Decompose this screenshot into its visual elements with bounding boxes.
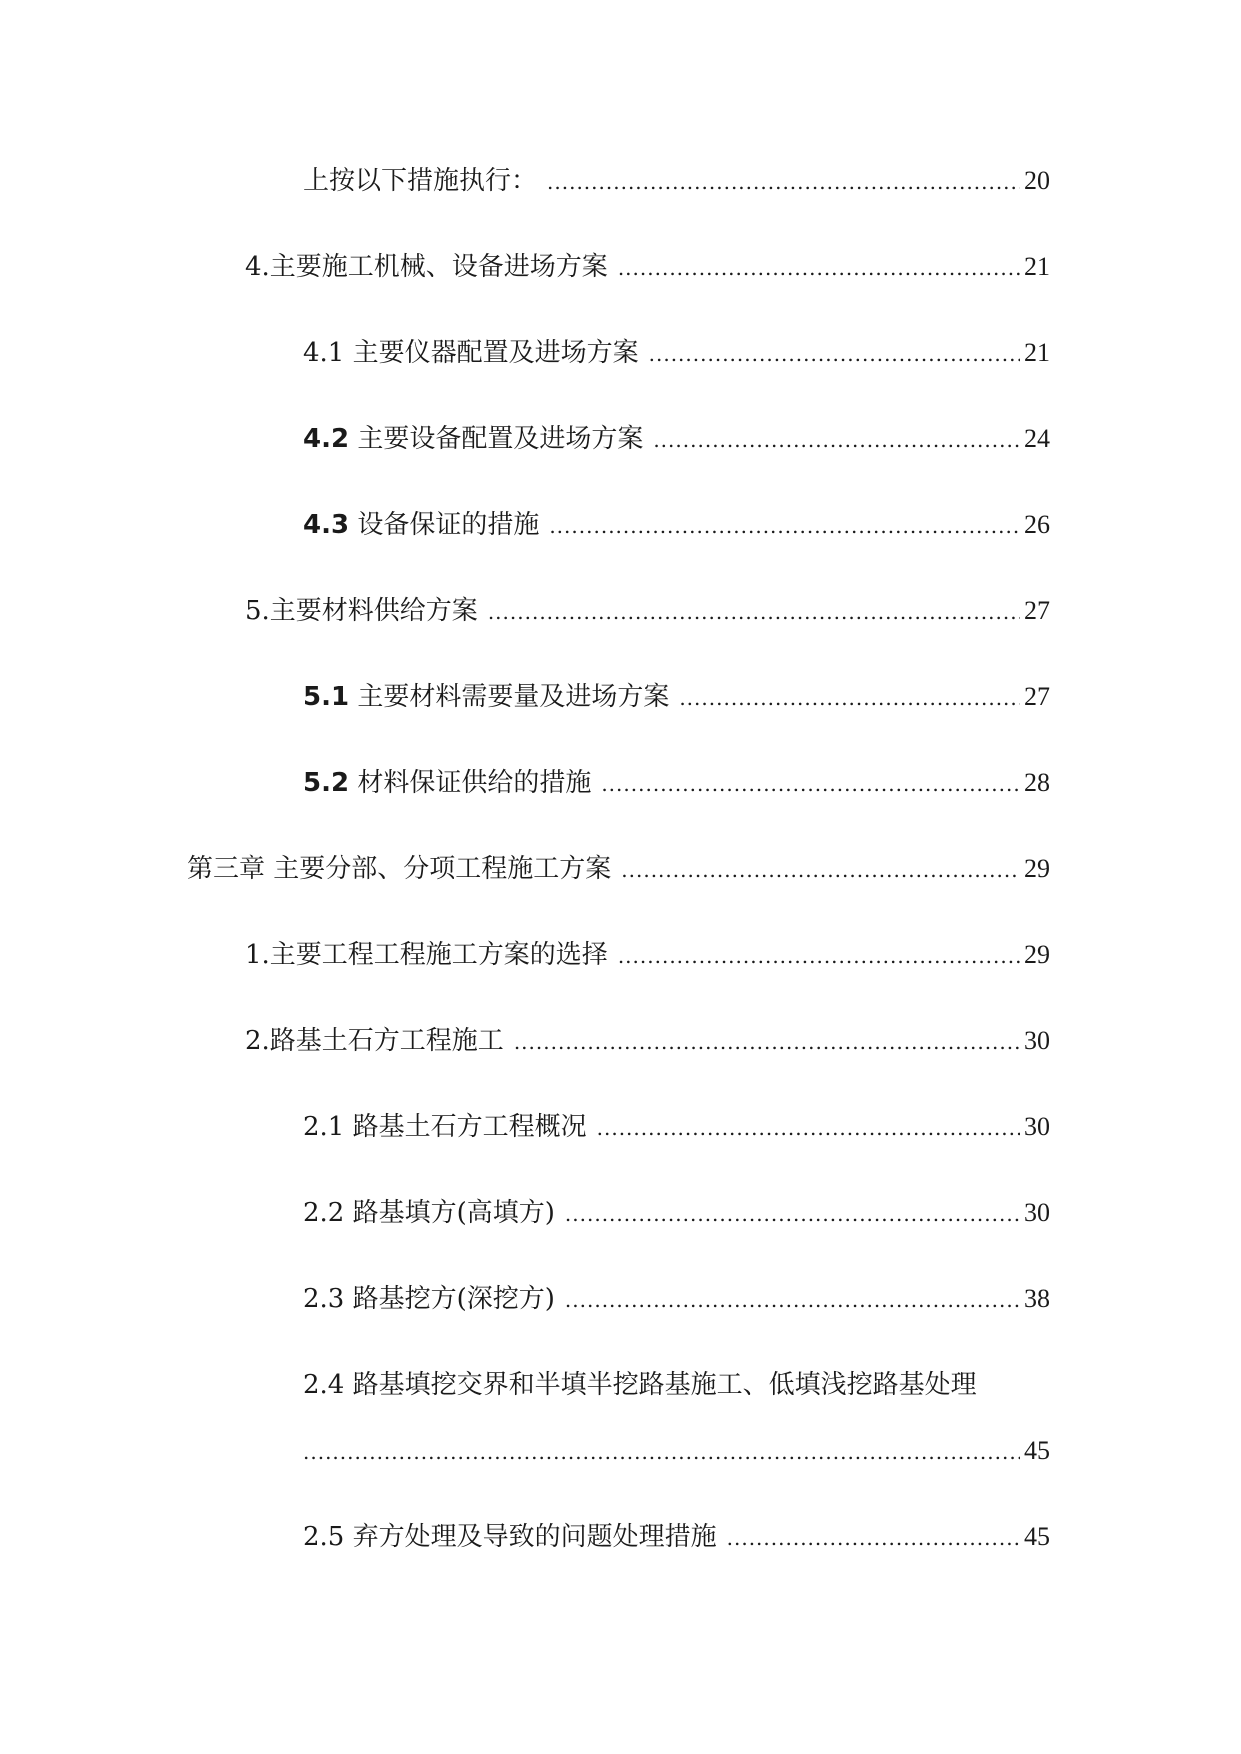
toc-leader: [597, 1111, 1020, 1145]
toc-entry[interactable]: [303, 164, 1050, 199]
toc-entry-label: 2.2 路基填方(高填方): [303, 1198, 555, 1228]
toc-entry[interactable]: [245, 594, 1050, 629]
toc-leader: [653, 423, 1020, 457]
toc-leader: [303, 1435, 1020, 1469]
toc-entry[interactable]: [245, 1024, 1050, 1059]
toc-page-number: 29: [1024, 854, 1050, 883]
toc-leader: [649, 337, 1020, 371]
toc-leader: [618, 939, 1020, 973]
toc-entry-label: 2.4 路基填挖交界和半填半挖路基施工、低填浅挖路基处理: [303, 1370, 977, 1400]
toc-entry-label: 2.1 路基土石方工程概况: [303, 1112, 587, 1142]
toc-leader: [488, 595, 1020, 629]
toc-entry-number: 5.2: [303, 768, 350, 798]
toc-page-number: 27: [1024, 682, 1050, 711]
toc-entry-label: 上按以下措施执行：: [303, 166, 538, 196]
toc-page-number: 21: [1024, 252, 1050, 281]
toc-leader: [679, 681, 1020, 715]
toc-page-number: 27: [1024, 596, 1050, 625]
toc-entry[interactable]: [303, 508, 1050, 543]
toc-entry[interactable]: [245, 250, 1050, 285]
toc-leader: [601, 767, 1020, 801]
toc-entry[interactable]: [303, 1282, 1050, 1317]
toc-entry-label: 1.主要工程工程施工方案的选择: [245, 940, 608, 970]
toc-entry-label: 主要设备配置及进场方案: [349, 424, 644, 454]
toc-page-number: 29: [1024, 940, 1050, 969]
toc-leader: [565, 1197, 1020, 1231]
toc-leader: [618, 251, 1020, 285]
toc-entry[interactable]: [303, 1368, 1050, 1402]
toc-entry-label: 2.3 路基挖方(深挖方): [303, 1284, 555, 1314]
toc-entry-label: 4.主要施工机械、设备进场方案: [245, 252, 608, 282]
toc-entry-label: 主要材料需要量及进场方案: [349, 682, 670, 712]
toc-entry-label: 2.路基土石方工程施工: [245, 1026, 504, 1056]
toc-entry[interactable]: [303, 1196, 1050, 1231]
toc-page-number: 30: [1024, 1112, 1050, 1141]
toc-page-number: 24: [1024, 424, 1050, 453]
toc-entry[interactable]: [303, 336, 1050, 371]
toc-leader: [549, 509, 1020, 543]
toc-entry[interactable]: [187, 852, 1050, 887]
toc-entry[interactable]: [303, 1520, 1050, 1555]
toc-entry[interactable]: [303, 766, 1050, 801]
toc-entry-label: 4.1 主要仪器配置及进场方案: [303, 338, 639, 368]
toc-leader: [621, 853, 1020, 887]
toc-entry[interactable]: [245, 938, 1050, 973]
toc-leader: [547, 165, 1020, 199]
toc-entry-label: 第三章 主要分部、分项工程施工方案: [187, 854, 612, 884]
toc-entry-number: 5.1: [303, 682, 350, 712]
toc-page-number: 30: [1024, 1026, 1050, 1055]
toc-page-number: 21: [1024, 338, 1050, 367]
toc-page-number: 26: [1024, 510, 1050, 539]
toc-entry[interactable]: [303, 1110, 1050, 1145]
toc-entry[interactable]: [303, 680, 1050, 715]
toc-leader: [514, 1025, 1020, 1059]
toc-entry-label: 材料保证供给的措施: [349, 768, 592, 798]
toc-entry-number: 4.2: [303, 424, 350, 454]
toc-page-number: 45: [1024, 1522, 1050, 1551]
toc-entry-label: 5.主要材料供给方案: [245, 596, 478, 626]
toc-page-number: 28: [1024, 768, 1050, 797]
toc-entry[interactable]: [303, 422, 1050, 457]
toc-leader: [565, 1283, 1020, 1317]
toc-entry-number: 4.3: [303, 510, 350, 540]
toc-entry-label: 2.5 弃方处理及导致的问题处理措施: [303, 1522, 717, 1552]
toc-page-number: 20: [1024, 166, 1050, 195]
toc-page-number: 45: [1024, 1436, 1050, 1465]
toc-leader: [727, 1521, 1020, 1555]
toc-page-number: 38: [1024, 1284, 1050, 1313]
toc-page-number: 30: [1024, 1198, 1050, 1227]
toc-entry-continuation[interactable]: [303, 1434, 1050, 1469]
toc-entry-label: 设备保证的措施: [349, 510, 540, 540]
